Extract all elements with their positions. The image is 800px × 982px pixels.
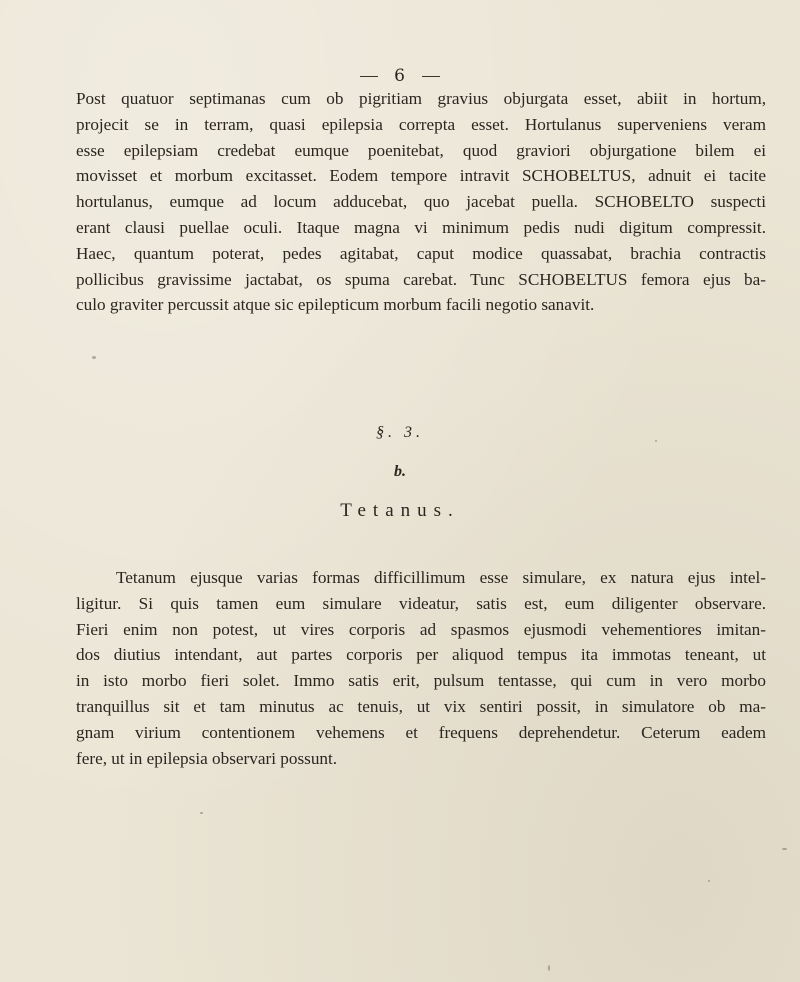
paper-speck [92,356,96,359]
paragraph-line: ligitur. Si quis tamen eum simulare videatur, satis est, eum diligenter observare. [76,593,766,613]
paper-speck [548,965,550,971]
paragraph-line: Tetanum ejusque varias formas difficillimum esse simulare, ex natura ejus intel- [116,568,766,587]
paragraph-line: tranquillus sit et tam minutus ac tenuis, ut vix sentiri possit, in simulatore ob ma- [76,696,766,716]
paragraph-line: Fieri enim non potest, ut vires corporis ad spasmos ejusmodi vehementiores imitan- [76,619,766,639]
paragraph-line: Haec, quantum poterat, pedes agitabat, caput modice quassabat, brachia contractis [76,243,766,263]
paragraph-line: in isto morbo fieri solet. Immo satis erit, pulsum tentasse, qui cum in vero morbo [76,671,766,691]
paper-speck [200,812,203,814]
paper-speck [708,880,710,882]
paragraph-line: pollicibus gravissime jactabat, os spuma carebat. Tunc SCHOBELTUS femora ejus ba- [76,269,766,289]
paragraph-line: Post quatuor septimanas cum ob pigritiam gravius objurgata esset, abiit in hortum, [76,89,766,108]
paragraph-line: erant clausi puellae oculi. Itaque magna vi minimum pedis nudi digitum compressit. [76,217,766,237]
paper-speck [655,440,657,442]
paragraph-line: dos diutius intendant, aut partes corporis per aliquod tempus ita immotas teneant, ut [76,645,766,665]
subsection-letter: b. [394,463,406,480]
paragraph-line: gnam virium contentionem vehemens et frequens deprehendetur. Ceterum eadem [76,722,766,742]
paragraph-line: movisset et morbum excitasset. Eodem tempore intravit SCHOBELTUS, adnuit ei tacite [76,166,766,186]
paragraph-1 [76,86,766,318]
paragraph-line: hortulanus, eumque ad locum adducebat, quo jacebat puella. SCHOBELTO suspecti [76,192,766,212]
paper-speck [782,848,787,850]
page-number: 6 [394,66,406,86]
header-dash-right [422,76,440,77]
section-title: Tetanus. [340,500,460,521]
paragraph-line: fere, ut in epilepsia observari possunt. [76,748,338,768]
header-dash-left [360,76,378,77]
paragraph-line: culo graviter percussit atque sic epilepticum morbum facili negotio sanavit. [76,295,595,315]
page-header [0,66,800,86]
paragraph-line: esse epilepsiam credebat eumque poenitebat, quod graviori objurgatione bilem ei [76,140,766,160]
section-mark: §. 3. [376,424,424,441]
paragraph-2 [76,565,766,771]
paragraph-line: projecit se in terram, quasi epilepsia correpta esset. Hortulanus superveniens veram [76,114,766,134]
